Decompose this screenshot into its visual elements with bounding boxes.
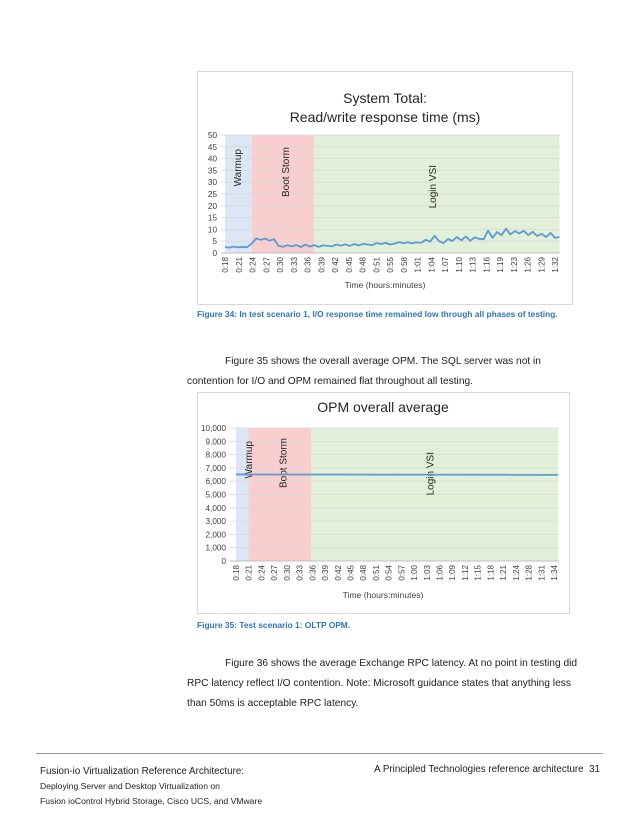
x-tick-label: 1:34 <box>550 565 559 581</box>
y-tick-label: 10 <box>207 225 217 235</box>
x-tick-label: 0:55 <box>386 257 395 273</box>
x-tick-label: 1:32 <box>551 257 560 273</box>
x-tick-label: 1:06 <box>435 565 445 581</box>
footer-title-line1: Fusion-io Virtualization Reference Architecture: <box>40 766 245 777</box>
chart-subtitle: Read/write response time (ms) <box>289 109 481 125</box>
x-tick-label: 1:13 <box>468 257 478 273</box>
x-tick-label: 1:23 <box>509 257 519 273</box>
y-tick-label: 8,000 <box>205 450 226 460</box>
footer-document-title <box>40 764 262 809</box>
x-tick-label: 0:36 <box>303 257 313 273</box>
y-tick-label: 35 <box>207 166 217 176</box>
phase-label-boot-storm: Boot Storm <box>280 147 292 198</box>
y-tick-label: 50 <box>207 131 217 140</box>
paragraph-rpc <box>187 654 582 714</box>
paragraph-opm-text: Figure 35 shows the overall average OPM. The SQL server was not in contention for I/O and OPM remained flat throughout all testing. <box>187 356 541 387</box>
x-tick-label: 1:26 <box>523 257 533 273</box>
footer-divider <box>36 753 603 754</box>
y-tick-label: 1,000 <box>205 543 226 553</box>
footer-title-line2: Deploying Server and Desktop Virtualization on <box>40 781 220 791</box>
x-tick-label: 0:48 <box>358 257 368 273</box>
x-tick-label: 0:27 <box>270 565 280 581</box>
x-tick-label: 0:36 <box>308 565 318 581</box>
x-axis-title: Time (hours:minutes) <box>342 590 424 600</box>
x-tick-label: 0:48 <box>359 565 369 581</box>
footer-reference <box>374 764 600 775</box>
x-tick-label: 0:21 <box>244 565 254 581</box>
chart-title: System Total: <box>343 90 427 106</box>
x-tick-label: 0:51 <box>371 565 381 581</box>
y-tick-label: 9,000 <box>205 437 226 447</box>
y-tick-label: 30 <box>207 178 217 188</box>
x-tick-label: 1:24 <box>511 565 521 581</box>
x-tick-label: 1:21 <box>499 565 509 581</box>
x-tick-label: 1:19 <box>496 257 505 273</box>
x-tick-label: 0:18 <box>232 565 241 581</box>
x-tick-label: 1:09 <box>448 565 458 581</box>
y-tick-label: 45 <box>207 142 217 152</box>
x-tick-label: 0:27 <box>262 257 272 273</box>
y-tick-label: 3,000 <box>205 517 226 527</box>
paragraph-rpc-text: Figure 36 shows the average Exchange RPC latency. At no point in testing did RPC latency reflect I/O contention. Note: Microsoft guidance states that anything less than 50ms is acceptable RPC latency. <box>187 658 578 709</box>
phase-label-boot-storm: Boot Storm <box>278 438 290 489</box>
x-tick-label: 0:33 <box>295 565 305 581</box>
y-tick-label: 4,000 <box>205 503 226 513</box>
y-tick-label: 0 <box>221 557 226 566</box>
y-tick-label: 0 <box>212 249 217 258</box>
footer-reference-text: A Principled Technologies reference architecture <box>374 764 584 775</box>
x-tick-label: 0:45 <box>344 257 354 273</box>
x-tick-label: 1:15 <box>473 565 483 581</box>
x-tick-label: 1:07 <box>441 257 450 273</box>
x-tick-label: 0:33 <box>289 257 299 273</box>
page-number: 31 <box>589 764 600 775</box>
y-tick-label: 40 <box>207 154 217 164</box>
chart-title: OPM overall average <box>317 399 449 415</box>
x-tick-label: 1:03 <box>422 565 432 581</box>
chart-opm <box>197 392 570 614</box>
x-tick-label: 0:18 <box>221 257 230 273</box>
phase-label-login-vsi: Login VSI <box>425 452 437 496</box>
x-tick-label: 0:24 <box>248 257 258 273</box>
phase-label-warmup: Warmup <box>244 441 255 479</box>
x-tick-label: 1:28 <box>524 565 534 581</box>
chart-opm-svg <box>198 393 569 613</box>
x-axis-title: Time (hours:minutes) <box>344 280 426 290</box>
x-tick-label: 0:21 <box>234 257 244 273</box>
x-tick-label: 0:30 <box>276 257 285 273</box>
x-tick-label: 0:54 <box>384 565 394 581</box>
x-tick-label: 0:42 <box>331 257 340 273</box>
x-tick-label: 1:10 <box>454 257 464 273</box>
x-tick-label: 0:57 <box>397 565 407 581</box>
x-tick-label: 1:16 <box>482 257 492 273</box>
paragraph-opm <box>187 352 582 392</box>
x-tick-label: 1:31 <box>537 565 547 581</box>
figure-35-caption: Figure 35: Test scenario 1: OLTP OPM. <box>197 620 351 630</box>
x-tick-label: 0:42 <box>333 565 343 581</box>
y-tick-label: 10,000 <box>200 424 226 433</box>
chart-response-time-svg <box>198 72 572 304</box>
x-tick-label: 1:00 <box>410 565 420 581</box>
footer-title-line3: Fusion ioControl Hybrid Storage, Cisco UCS, and VMware <box>40 796 263 806</box>
y-tick-label: 15 <box>207 213 217 223</box>
x-tick-label: 1:18 <box>486 565 496 581</box>
y-tick-label: 25 <box>207 190 217 199</box>
x-tick-label: 0:39 <box>321 565 331 581</box>
y-tick-label: 6,000 <box>205 477 226 487</box>
x-tick-label: 0:24 <box>257 565 267 581</box>
phase-label-warmup: Warmup <box>233 149 244 187</box>
x-tick-label: 1:12 <box>460 565 470 581</box>
x-tick-label: 1:04 <box>427 257 437 273</box>
y-tick-label: 20 <box>207 201 217 211</box>
x-tick-label: 1:01 <box>413 257 423 273</box>
y-tick-label: 2,000 <box>205 530 226 540</box>
x-tick-label: 0:58 <box>399 257 409 273</box>
y-tick-label: 5,000 <box>205 490 226 500</box>
phase-label-login-vsi: Login VSI <box>428 165 440 209</box>
y-tick-label: 5 <box>212 237 217 247</box>
figure-34-caption: Figure 34: In test scenario 1, I/O response time remained low through all phases of testing. <box>197 309 558 319</box>
x-tick-label: 0:45 <box>346 565 356 581</box>
x-tick-label: 0:39 <box>317 257 327 273</box>
chart-response-time <box>197 71 573 305</box>
x-tick-label: 0:30 <box>282 565 292 581</box>
x-tick-label: 1:29 <box>537 257 547 273</box>
x-tick-label: 0:51 <box>372 257 382 273</box>
y-tick-label: 7,000 <box>205 463 226 473</box>
